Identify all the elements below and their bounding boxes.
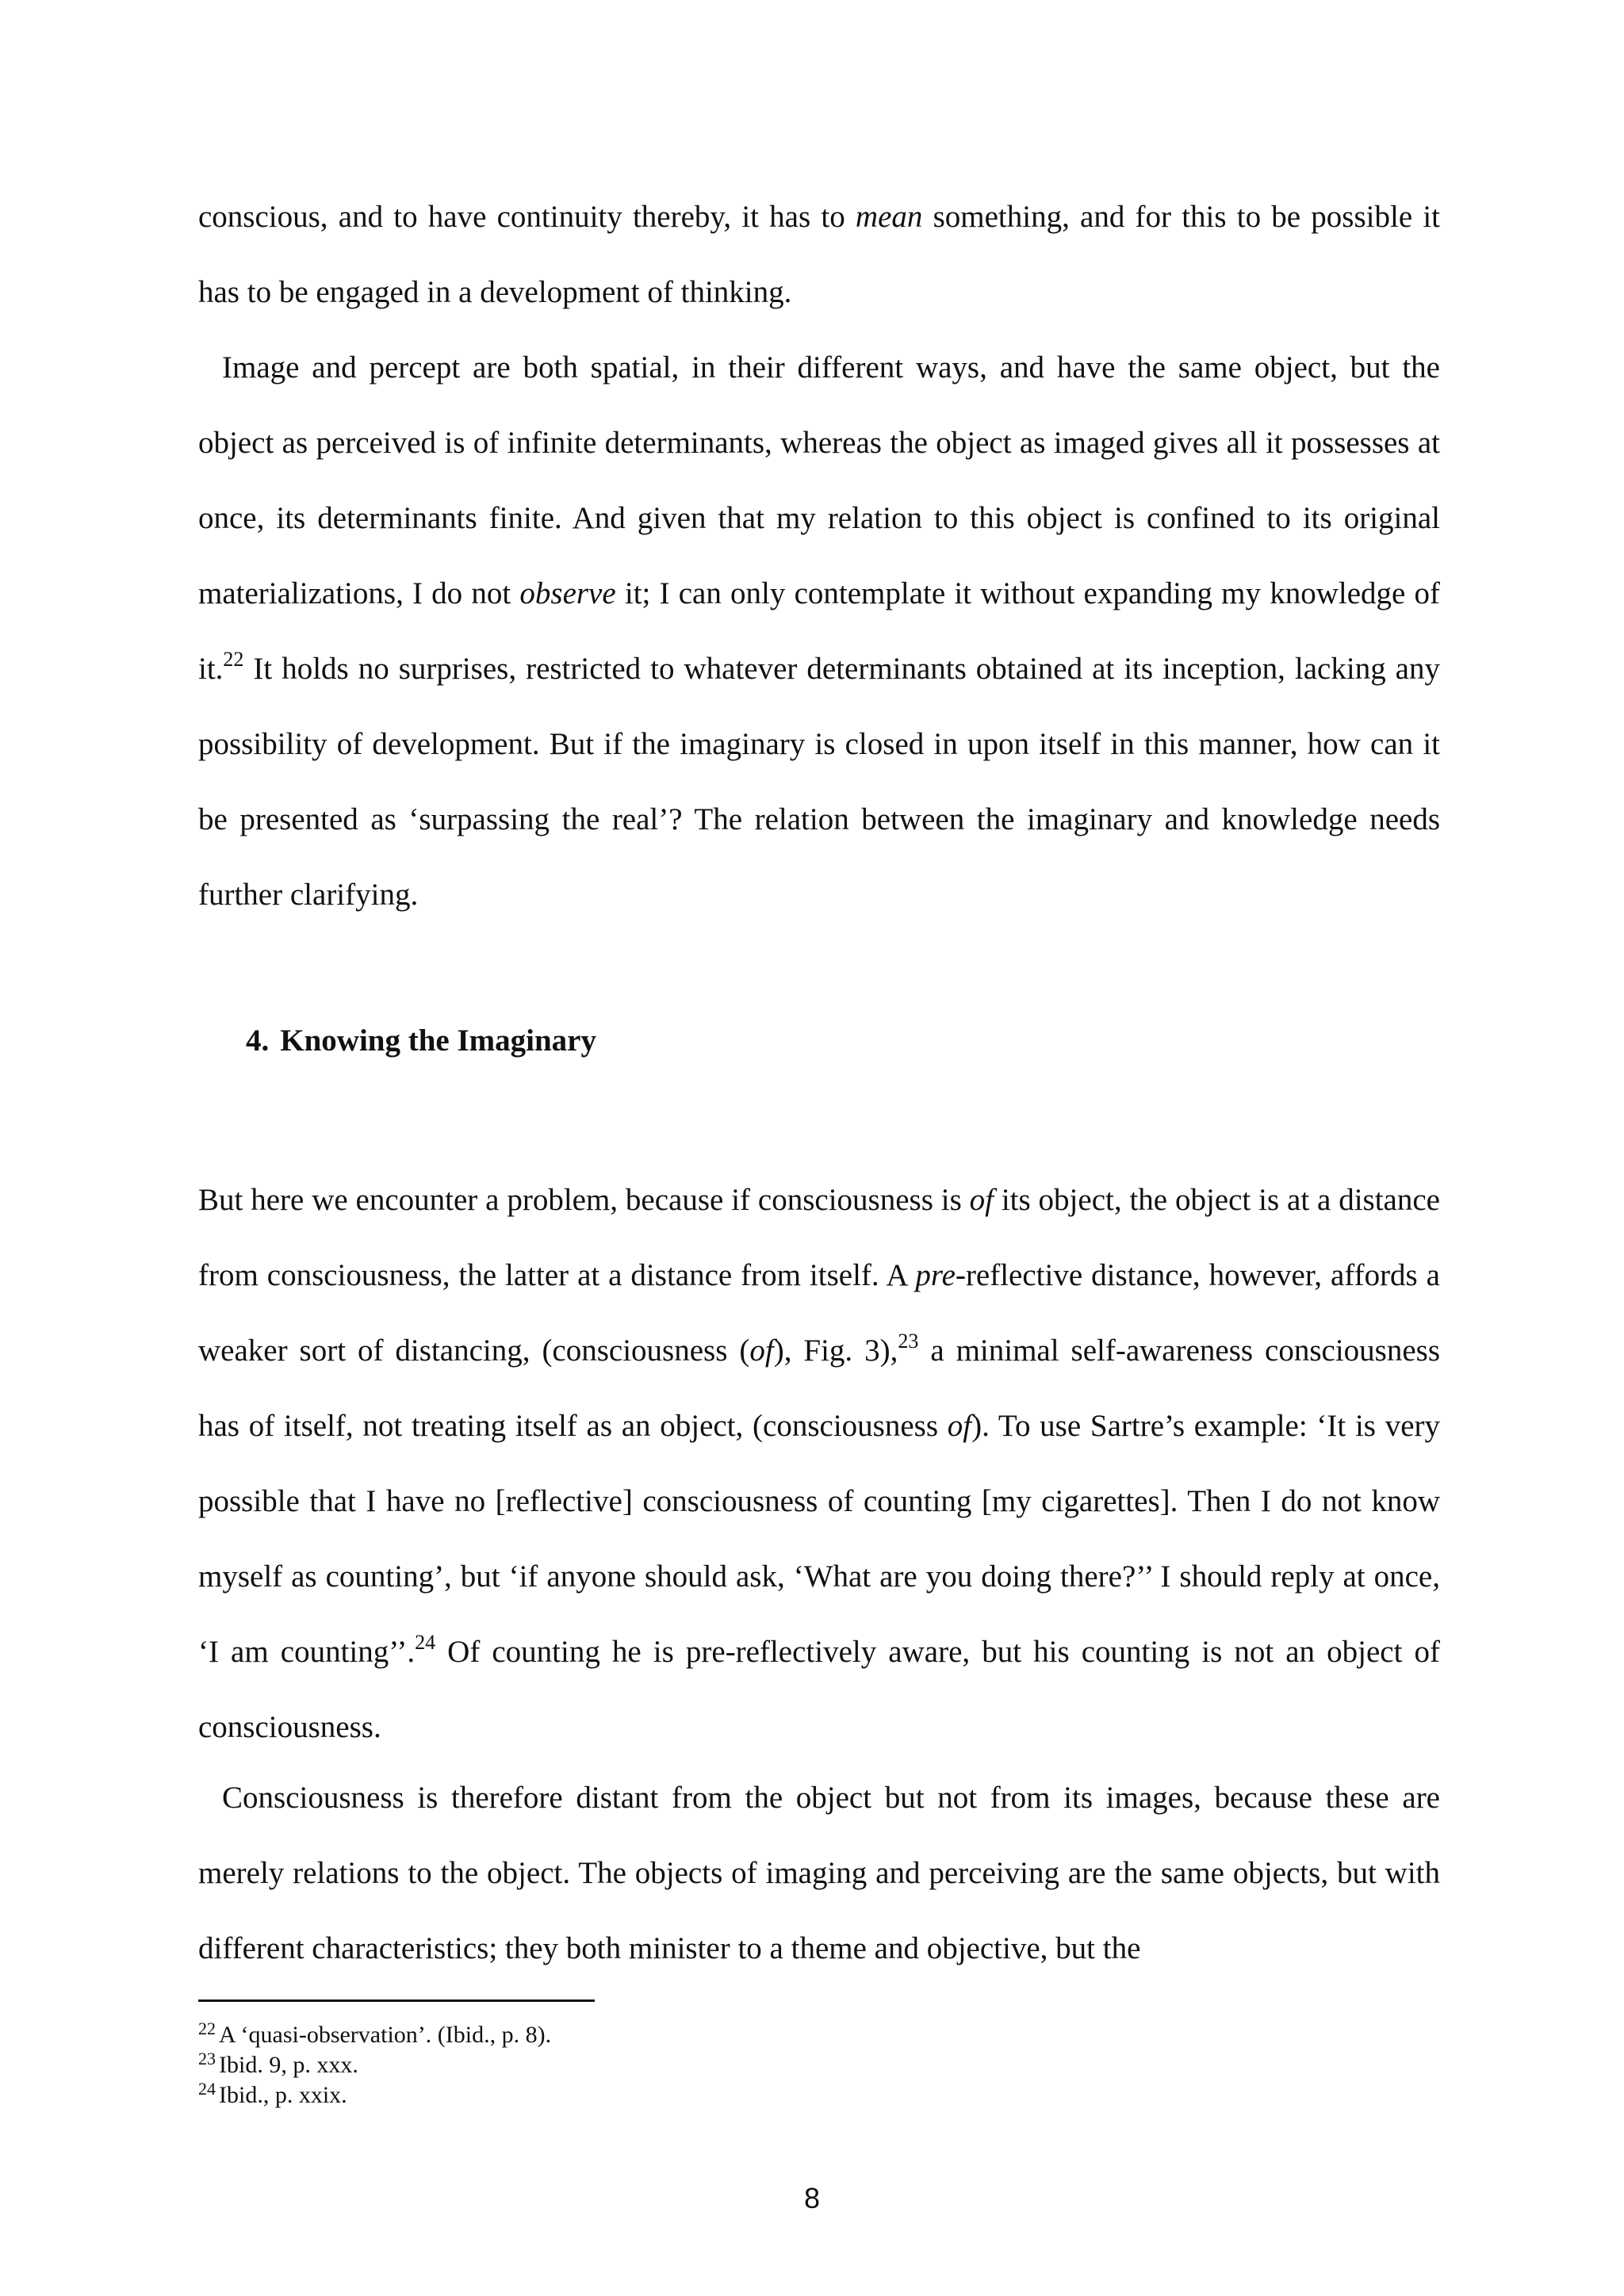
italic-text: of xyxy=(969,1183,994,1217)
section-heading xyxy=(246,1023,596,1058)
italic-text: of xyxy=(947,1409,972,1443)
footnote-23 xyxy=(198,2050,1388,2080)
footnote-text: Ibid. 9, p. xxx. xyxy=(219,2052,358,2078)
text-run: its object, the object is at a distance from consciousness, the latter at a distance from itself. A xyxy=(198,1183,1440,1292)
footnote-24 xyxy=(198,2080,1388,2110)
paragraph-1 xyxy=(198,179,1440,330)
footnote-number: 24 xyxy=(198,2079,216,2099)
footnote-number: 23 xyxy=(198,2049,216,2068)
page-number: 8 xyxy=(803,2182,821,2214)
footnote-ref-23[interactable]: 23 xyxy=(898,1330,919,1353)
footnote-22 xyxy=(198,2020,1388,2050)
footnote-number: 22 xyxy=(198,2019,216,2038)
text-run: But here we encounter a problem, because if consciousness is xyxy=(198,1183,970,1217)
section-number: 4. xyxy=(246,1024,270,1058)
italic-text: pre xyxy=(915,1258,956,1292)
italic-text: observe xyxy=(519,576,616,610)
text-run: Consciousness is therefore distant from the object but not from its images, because these are merely relations to the object. The objects of imaging and perceiving are the same objects, but with different characteristics; they both minister to a theme and objective, but the xyxy=(198,1781,1440,1965)
paragraph-4 xyxy=(198,1760,1440,1986)
italic-text: mean xyxy=(855,200,923,234)
text-run: a minimal self-awareness consciousness has of itself, not treating itself as an object, (consciousness xyxy=(198,1334,1441,1443)
text-run: conscious, and to have continuity thereby, it has to xyxy=(198,200,856,234)
footnote-ref-24[interactable]: 24 xyxy=(415,1631,436,1654)
text-run: something, and for this to be possible it has to be engaged in a development of thinking. xyxy=(198,200,1440,309)
text-run: Of counting he is pre-reflectively aware, but his counting is not an object of consciousness. xyxy=(198,1635,1440,1744)
text-run: -reflective distance, however, affords a weaker sort of distancing, (consciousness ( xyxy=(198,1258,1440,1368)
footnote-text: Ibid., p. xxix. xyxy=(219,2082,347,2108)
paragraph-2 xyxy=(198,330,1440,932)
text-run: It holds no surprises, restricted to whatever determinants obtained at its inception, lacking any possibility of development. But if the imaginary is closed in upon itself in this manner, how can it be presented as ‘surpassing the real’? The relation between the imaginary and knowledge needs further clarifying. xyxy=(198,652,1440,912)
text-run: ). To use Sartre’s example: ‘It is very possible that I have no [reflective] consciousness of counting [my cigarettes]. Then I do not know myself as counting’, but ‘if anyone should ask, ‘What are you doing there?’’ I should reply at once, ‘I am counting’’. xyxy=(198,1409,1440,1669)
paragraph-3 xyxy=(198,1162,1440,1765)
italic-text: of xyxy=(749,1334,774,1368)
footnote-text: A ‘quasi-observation’. (Ibid., p. 8). xyxy=(219,2022,552,2048)
footnote-ref-22[interactable]: 22 xyxy=(223,648,244,671)
text-run: ), Fig. 3), xyxy=(773,1334,898,1368)
section-title: Knowing the Imaginary xyxy=(280,1024,596,1058)
text-run: it; I can only contemplate it without expanding my knowledge of it. xyxy=(198,576,1440,686)
text-run: Image and percept are both spatial, in their different ways, and have the same object, but the object as perceived is of infinite determinants, whereas the object as imaged gives all it possesses at once, its determinants finite. And given that my relation to this object is confined to its original materializations, I do not xyxy=(198,350,1440,610)
footnotes xyxy=(198,2020,1388,2110)
footnote-divider xyxy=(198,1999,595,2002)
